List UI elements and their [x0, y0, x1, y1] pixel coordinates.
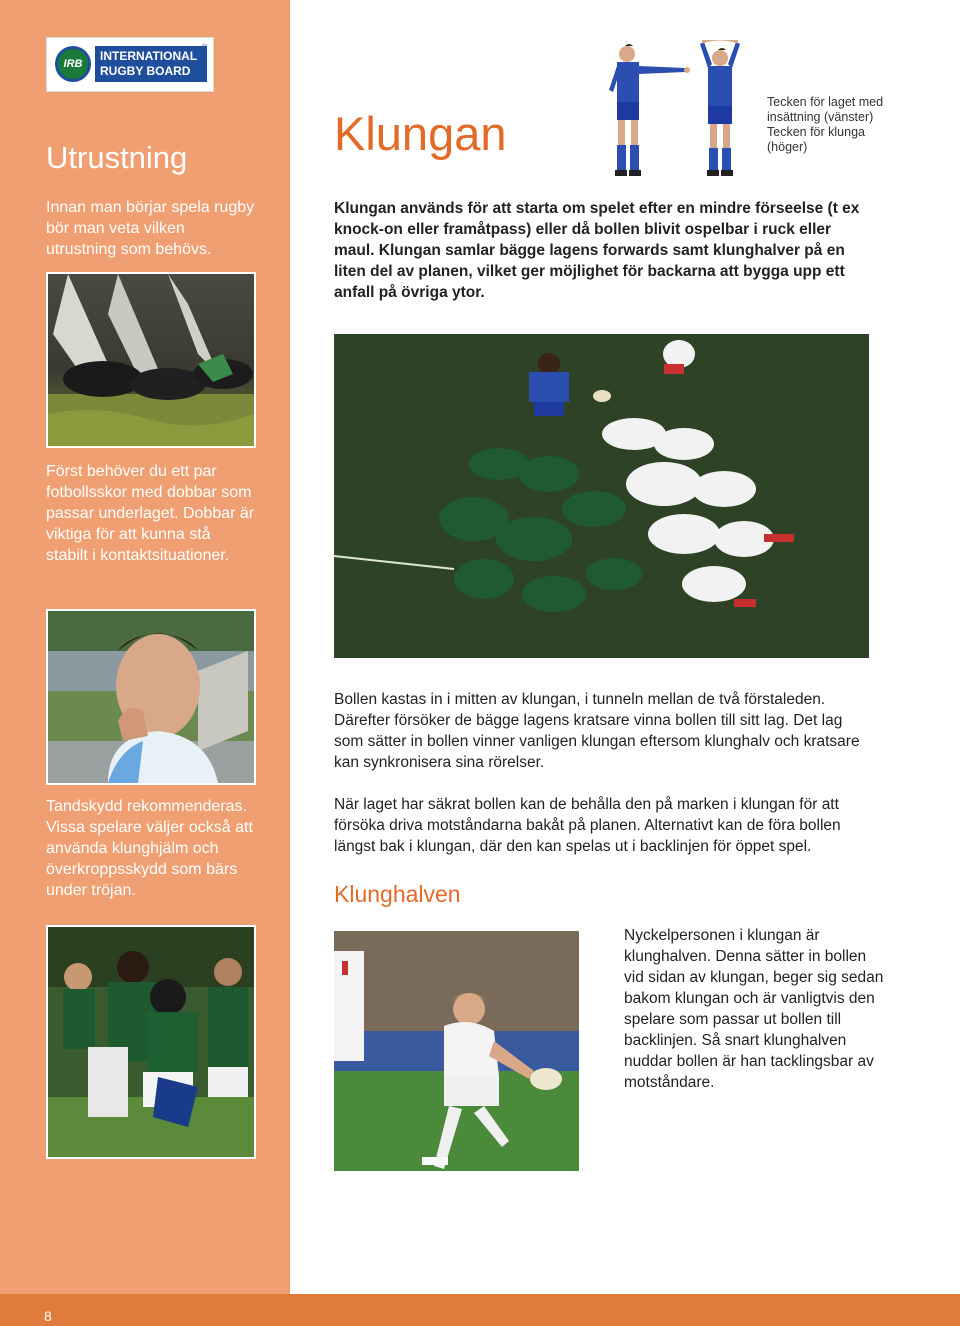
- referee-signal-left: [605, 40, 695, 182]
- sidebar-gumshield-text: Tandskydd rekommenderas. Vissa spelare väljer också att använda klunghjälm och överkroppsskydd som bärs under tröjan.: [46, 798, 253, 899]
- scrumhalf-text: Nyckelpersonen i klungan är klunghalven. Denna sätter in bollen vid sidan av klungan, beger sig sedan bakom klungan och är vanligtvis den spelare som passar ut bollen till backlinjen. Så snart klunghalven nuddar bollen är han tacklingsbar av motståndare.: [624, 927, 884, 1091]
- signal-caption: Tecken för laget med insättning (vänster) Tecken för klunga (höger): [767, 95, 884, 154]
- sidebar-intro: Innan man börjar spela rugby bör man veta vilken utrustning som behövs.: [46, 199, 255, 258]
- page-number: 8: [44, 1308, 52, 1324]
- logo-text: [95, 46, 207, 82]
- page-title: Klungan: [334, 107, 507, 160]
- scrum-photo: [334, 334, 869, 658]
- paragraph-drive: När laget har säkrat bollen kan de behålla den på marken i klungan för att försöka driva motståndarna bakåt på planen. Alternativt kan de föra bollen längst bak i klungan, där den kan spelas ut i backlinjen för öppet spel.: [334, 796, 841, 855]
- section-title-scrumhalf: Klunghalven: [334, 881, 461, 907]
- irb-badge: IRB: [55, 46, 91, 82]
- gumshield-photo: [46, 609, 256, 785]
- footer-band: [0, 1294, 960, 1326]
- registered-mark: ®: [201, 44, 207, 51]
- logo-line-1: INTERNATIONAL: [100, 49, 198, 63]
- irb-logo: [46, 37, 214, 92]
- intro-paragraph: Klungan används för att starta om spelet efter en mindre förseelse (t ex knock-on eller framåtpass) eller då bollen blivit ospelbar i ruck eller maul. Klungan samlar bägge lagens forwards samt klunghalver på en liten del av planen, vilket ger möjlighet för backarna att bygga upp ett anfall på övriga ytor.: [334, 200, 860, 301]
- sidebar-boots-text: Först behöver du ett par fotbollsskor med dobbar som passar underlaget. Dobbar är viktiga för att kunna stå stabilt i kontaktsituationer.: [46, 463, 255, 564]
- boots-photo: [46, 272, 256, 448]
- tackle-photo: [46, 925, 256, 1159]
- logo-line-2: RUGBY BOARD: [100, 64, 191, 78]
- scrumhalf-photo: [334, 931, 579, 1171]
- sidebar-title: Utrustning: [46, 140, 188, 175]
- paragraph-feed: Bollen kastas in i mitten av klungan, i tunneln mellan de två förstaleden. Därefter försöker de bägge lagens kratsare vinna bollen till sitt lag. Det lag som sätter in bollen vinner vanligen klungan eftersom klunghalv och kratsare kan synkronisera sina rörelser.: [334, 691, 860, 771]
